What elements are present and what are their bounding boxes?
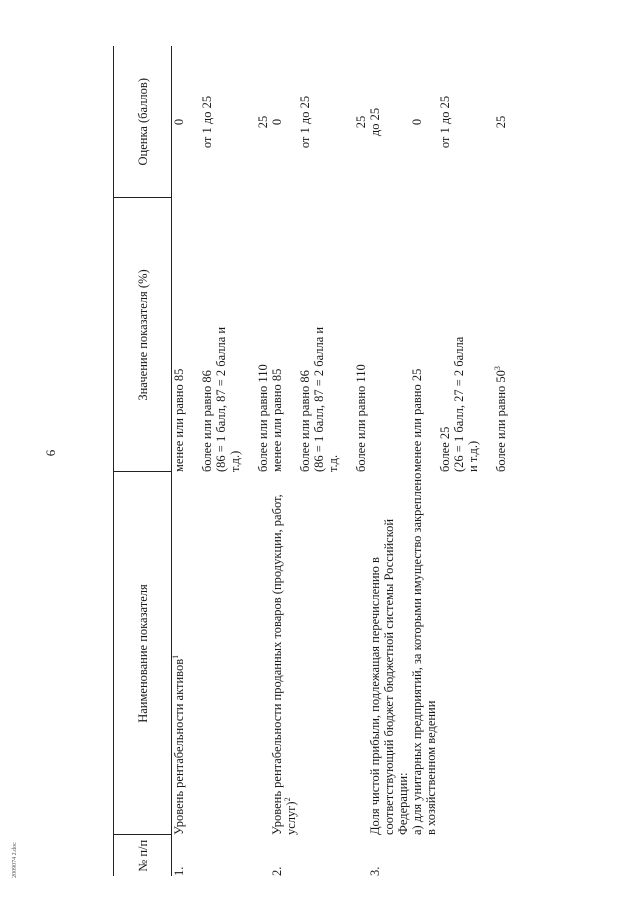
score-line: от 1 до 25 (200, 95, 214, 149)
value-line: (86 = 1 балл, 87 = 2 балла и (312, 326, 326, 472)
value-line (494, 198, 508, 472)
header-score: Оценка (баллов) (114, 46, 172, 198)
table-row (270, 46, 368, 876)
indicator-scores (270, 46, 368, 198)
value-line: более или равно 86 (298, 370, 312, 472)
row-number: 3. (368, 866, 382, 876)
indicator-name (270, 472, 368, 835)
footnote-ref: 2 (282, 797, 292, 802)
value-text: более или равно 50 (494, 370, 508, 472)
indicator-values (368, 198, 508, 472)
indicator-name (368, 472, 508, 835)
value-line: более 25 (438, 426, 452, 472)
indicator-scores (368, 46, 508, 198)
score-line: 0 (270, 118, 284, 126)
header-num: № п/п (114, 835, 172, 876)
value-line: т.д. (326, 454, 340, 472)
value-line: менее или равно 85 (270, 368, 284, 472)
value-line: т.д.) (228, 450, 242, 472)
value-line: менее или равно 25 (410, 368, 424, 472)
indicator-values (270, 198, 368, 472)
page-number: 6 (43, 449, 58, 457)
value-line: более или равно 110 (256, 364, 270, 472)
value-line: и т.д.) (466, 440, 480, 472)
footnote-ref: 3 (492, 366, 502, 371)
value-line: (26 = 1 балл, 27 = 2 балла (452, 336, 466, 472)
score-line: 0 (172, 118, 186, 126)
score-line: 0 (410, 118, 424, 126)
value-line: менее или равно 85 (172, 368, 186, 472)
row-number: 2. (270, 866, 284, 876)
indicator-name-text: Доля чистой прибыли, подлежащая перечислению в соответствующий бюджет бюджетной системы Российской Федерации: (368, 518, 410, 835)
score-line: от 1 до 25 (298, 95, 312, 149)
header-name: Наименование показателя (114, 472, 172, 835)
value-line: (86 = 1 балл, 87 = 2 балла и (214, 326, 228, 472)
indicator-values (172, 198, 271, 472)
table-header-row (114, 46, 172, 876)
row-number: 1. (172, 866, 186, 876)
score-line: 25 (354, 115, 368, 129)
value-line: более или равно 86 (200, 370, 214, 472)
header-value: Значение показателя (%) (114, 198, 172, 472)
footnote-ref: 1 (170, 654, 180, 659)
score-line: от 1 до 25 (438, 95, 452, 149)
score-line: 25 (494, 115, 508, 129)
indicator-name-text: Уровень рентабельности проданных товаров (продукции, работ, услуг) (270, 494, 298, 835)
indicator-table (113, 46, 508, 876)
table-row (368, 46, 508, 876)
score-line: 25 (256, 115, 270, 129)
score-line: до 25 (368, 107, 382, 137)
footer-filename: 2009074 2.doc (12, 842, 18, 878)
rotated-table-wrapper (113, 46, 625, 876)
indicator-subname: а) для унитарных предприятий, за которыми имущество закреплено в хозяйственном ведении (410, 472, 438, 835)
table-row (172, 46, 271, 876)
indicator-scores (172, 46, 271, 198)
value-line: более или равно 110 (354, 364, 368, 472)
indicator-name-text: Уровень рентабельности активов (172, 658, 186, 835)
indicator-name (172, 472, 271, 835)
